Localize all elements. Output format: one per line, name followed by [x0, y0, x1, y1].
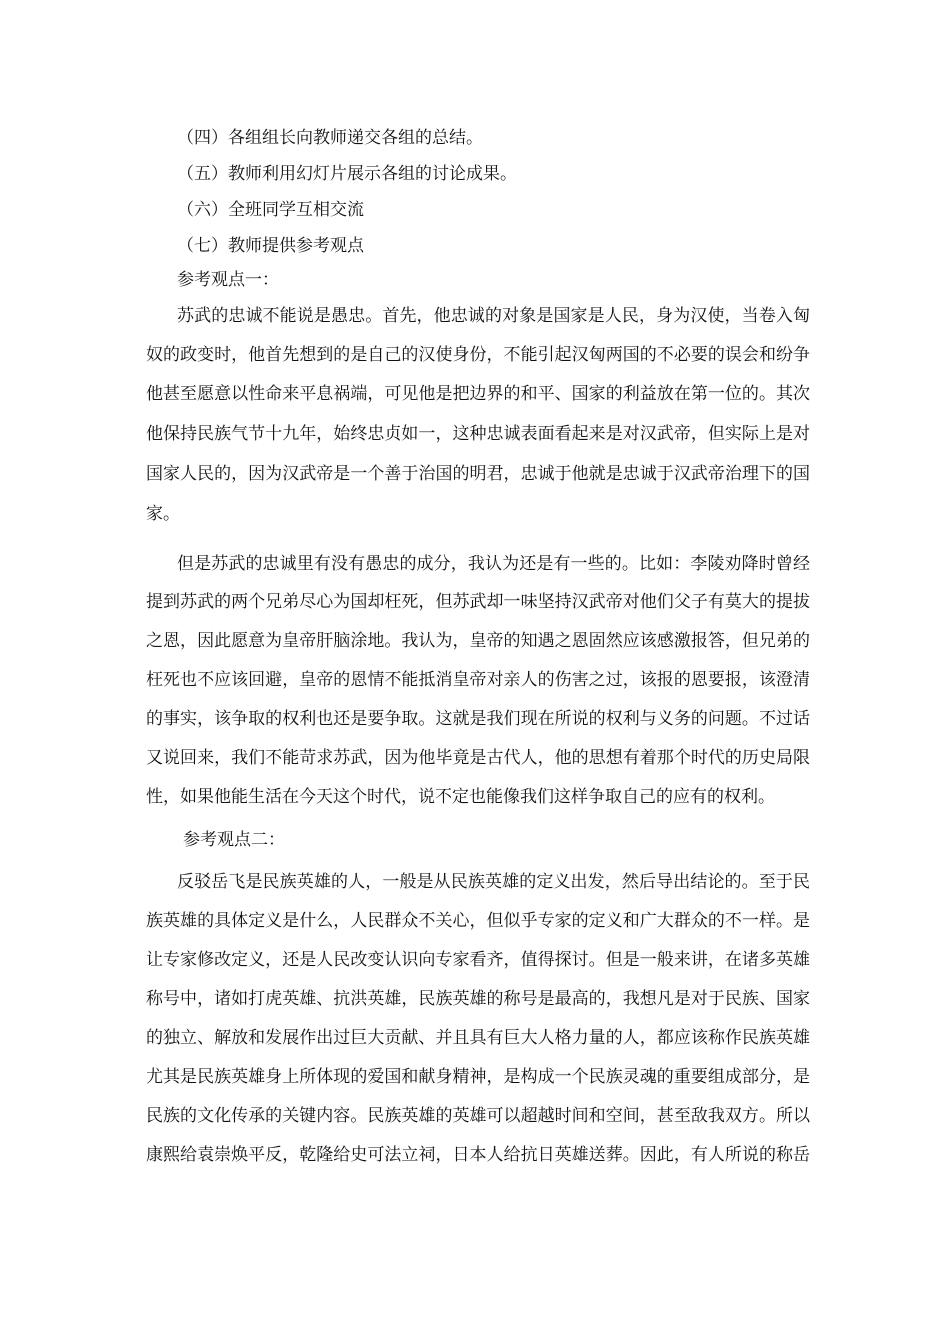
paragraph-line: 家。	[146, 504, 180, 524]
paragraph-line: 民族的文化传承的关键内容。民族英雄的英雄可以超越时间和空间，甚至敌我双方。所以	[146, 1106, 810, 1126]
paragraph-line: 他保持民族气节十九年，始终忠贞如一，这种忠诚表面看起来是对汉武帝，但实际上是对	[146, 424, 810, 444]
list-item-step-5: （五）教师利用幻灯片展示各组的讨论成果。	[177, 164, 517, 184]
paragraph-line: 反驳岳飞是民族英雄的人，一般是从民族英雄的定义出发，然后导出结论的。至于民	[177, 872, 810, 892]
paragraph-line: 国家人民的，因为汉武帝是一个善于治国的明君，忠诚于他就是忠诚于汉武帝治理下的国	[146, 464, 810, 484]
paragraph-line: 之恩，因此愿意为皇帝肝脑涂地。我认为，皇帝的知遇之恩固然应该感激报答，但兄弟的	[146, 631, 810, 651]
list-item-step-7: （七）教师提供参考观点	[177, 236, 364, 256]
paragraph-line: 他甚至愿意以性命来平息祸端，可见他是把边界的和平、国家的利益放在第一位的。其次	[146, 384, 810, 404]
paragraph-line: 尤其是民族英雄身上所体现的爱国和献身精神，是构成一个民族灵魂的重要组成部分，是	[146, 1067, 810, 1087]
paragraph-line: 苏武的忠诚不能说是愚忠。首先，他忠诚的对象是国家是人民，身为汉使，当卷入匈	[177, 306, 810, 326]
list-item-step-4: （四）各组组长向教师递交各组的总结。	[177, 128, 483, 148]
section-heading-view-2: 参考观点二：	[183, 830, 285, 850]
paragraph-line: 族英雄的具体定义是什么，人民群众不关心，但似乎专家的定义和广大群众的不一样。是	[146, 911, 810, 931]
paragraph-line: 提到苏武的两个兄弟尽心为国却枉死，但苏武却一味坚持汉武帝对他们父子有莫大的提拔	[146, 592, 810, 612]
paragraph-line: 奴的政变时，他首先想到的是自己的汉使身份，不能引起汉匈两国的不必要的误会和纷争	[146, 345, 810, 365]
paragraph-line: 性，如果他能生活在今天这个时代，说不定也能像我们这样争取自己的应有的权利。	[146, 787, 775, 807]
paragraph-line: 的独立、解放和发展作出过巨大贡献、并且具有巨大人格力量的人，都应该称作民族英雄	[146, 1028, 810, 1048]
paragraph-line: 称号中，诸如打虎英雄、抗洪英雄，民族英雄的称号是最高的，我想凡是对于民族、国家	[146, 989, 810, 1009]
section-heading-view-1: 参考观点一：	[177, 270, 279, 290]
paragraph-line: 让专家修改定义，还是人民改变认识向专家看齐，值得探讨。但是一般来讲，在诸多英雄	[146, 950, 810, 970]
paragraph-line: 又说回来，我们不能苛求苏武，因为他毕竟是古代人，他的思想有着那个时代的历史局限	[146, 748, 810, 768]
paragraph-line: 但是苏武的忠诚里有没有愚忠的成分，我认为还是有一些的。比如：李陵劝降时曾经	[177, 554, 810, 574]
paragraph-line: 的事实，该争取的权利也还是要争取。这就是我们现在所说的权利与义务的问题。不过话	[146, 709, 810, 729]
paragraph-line: 康熙给袁崇焕平反，乾隆给史可法立祠，日本人给抗日英雄送葬。因此，有人所说的称岳	[146, 1145, 810, 1165]
paragraph-line: 枉死也不应该回避，皇帝的恩情不能抵消皇帝对亲人的伤害之过，该报的恩要报，该澄清	[146, 670, 810, 690]
list-item-step-6: （六）全班同学互相交流	[177, 200, 364, 220]
